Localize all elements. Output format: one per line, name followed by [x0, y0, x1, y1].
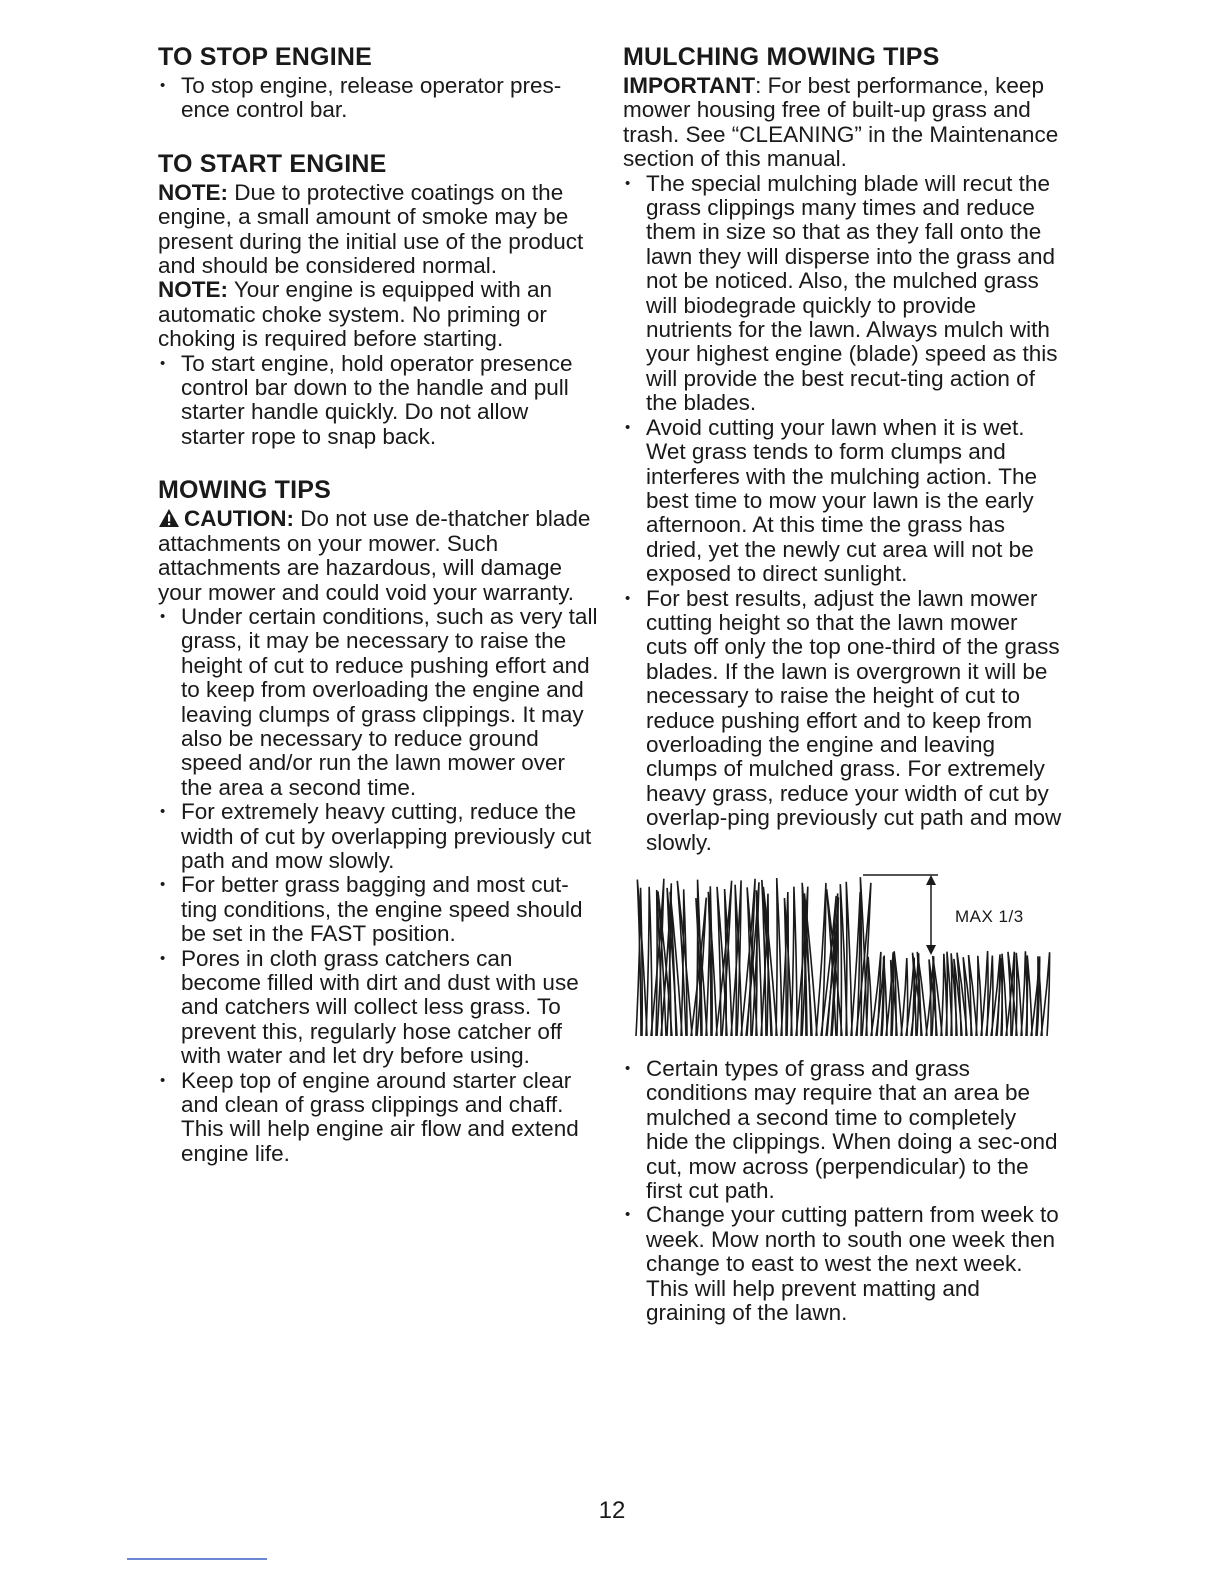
- grass-blade: [894, 951, 902, 1036]
- grass-blade: [871, 952, 881, 1036]
- grass-blade: [846, 882, 852, 1036]
- caution-label: CAUTION:: [184, 506, 294, 532]
- grass-height-figure: [633, 871, 1053, 1039]
- bottom-rule: [127, 1558, 267, 1560]
- mowing-tips-list: [158, 605, 598, 1166]
- list-item: • Certain types of grass and grass conditions may require that an area be mulched a second time to completely hide the clippings. When doing a sec-ond cut, mow across (perpendicular) to the first cut path.: [623, 1057, 1063, 1203]
- note-label: NOTE:: [158, 277, 228, 303]
- start-engine-note-2: [158, 278, 598, 351]
- list-item: • For extremely heavy cutting, reduce the width of cut by overlapping previously cut path and mow slowly.: [158, 800, 598, 873]
- left-column: [158, 42, 598, 1166]
- list-item: • Under certain conditions, such as very tall grass, it may be necessary to raise the height of cut to reduce pushing effort and to keep from overloading the engine and leaving clumps of grass clippings. It may also be necessary to reduce ground speed and/or run the lawn mower over the area a second time.: [158, 605, 598, 800]
- caution-text: Do not use de-thatcher blade attachments on your mower. Such attachments are hazardous, will damage your mower and could void your warranty.: [158, 506, 591, 605]
- important-text: : For best performance, keep mower housing free of built-up grass and trash. See “CLEANING” in the Maintenance section of this manual.: [623, 73, 1059, 172]
- mulching-tips-section: [623, 42, 1063, 1325]
- mulching-tips-list-continued: [623, 1057, 1063, 1325]
- short-grass-blades: [866, 951, 1050, 1036]
- page-number: 12: [598, 1497, 626, 1524]
- note-text: Due to protective coatings on the engine, a small amount of smoke may be present during the initial use of the product and should be considered normal.: [158, 179, 584, 279]
- arrow-up-icon: [926, 875, 936, 885]
- max-height-label: MAX 1/3: [955, 907, 1024, 926]
- grass-blade: [976, 956, 982, 1036]
- list-item: • Change your cutting pattern from week to week. Mow north to south one week then change to east to west the next week. This will help prevent matting and graining of the lawn.: [623, 1203, 1063, 1325]
- mowing-tips-heading: MOWING TIPS: [158, 476, 332, 505]
- list-item: • Keep top of engine around starter clear and clean of grass clippings and chaff. This will help engine air flow and extend engine life.: [158, 1069, 598, 1167]
- grass-blade: [756, 890, 762, 1036]
- list-item: • To start engine, hold operator presence control bar down to the handle and pull starter handle quickly. Do not allow starter rope to snap back.: [158, 352, 598, 450]
- start-engine-note-1: [158, 181, 598, 279]
- list-item: • For better grass bagging and most cut-ting conditions, the engine speed should be set in the FAST position.: [158, 873, 598, 946]
- mulching-tips-list: [623, 172, 1063, 855]
- grass-blade: [1026, 955, 1032, 1036]
- list-item: • For best results, adjust the lawn mower cutting height so that the lawn mower cuts off only the top one-third of the grass blades. If the lawn is overgrown it will be necessary to raise the height of cut to reduce pushing effort and to keep from overloading the engine and leaving clumps of mulched grass. For extremely heavy grass, reduce your width of cut by overlap-ping previously cut path and mow slowly.: [623, 587, 1063, 855]
- note-label: NOTE:: [158, 179, 228, 205]
- right-column: [623, 42, 1063, 1325]
- grass-blade: [1001, 954, 1007, 1036]
- grass-blade: [791, 887, 797, 1036]
- arrow-down-icon: [926, 945, 936, 955]
- list-item: • Pores in cloth grass catchers can become filled with dirt and dust with use and catchers will collect less grass. To prevent this, regularly hose catcher off with water and let dry before using.: [158, 947, 598, 1069]
- mowing-tips-section: [158, 475, 598, 1166]
- start-engine-section: [158, 149, 598, 449]
- stop-engine-section: [158, 42, 598, 123]
- important-paragraph: [623, 74, 1063, 172]
- grass-blade: [1041, 952, 1050, 1036]
- grass-blade: [969, 955, 977, 1036]
- list-item: • The special mulching blade will recut the grass clippings many times and reduce them in size so that as they fall onto the lawn they will disperse into the grass and not be noticed. Also, the mulched grass will biodegrade quickly to provide nutrients for the lawn. Always mulch with your highest engine (blade) speed as this will provide the best recut-ting action of the blades.: [623, 172, 1063, 416]
- list-item: • Avoid cutting your lawn when it is wet. Wet grass tends to form clumps and interferes with the mulching action. The best time to mow your lawn is the early afternoon. At this time the grass has dried, yet the newly cut area will not be exposed to direct sunlight.: [623, 416, 1063, 587]
- caution-paragraph: [158, 507, 598, 605]
- tall-grass-blades: [636, 877, 871, 1036]
- list-item: • To stop engine, release operator pres-ence control bar.: [158, 74, 598, 123]
- stop-engine-list: [158, 74, 598, 123]
- grass-illustration: [633, 871, 1053, 1039]
- grass-blade: [776, 878, 782, 1036]
- grass-blade: [901, 958, 908, 1036]
- mulching-tips-heading: MULCHING MOWING TIPS: [623, 43, 940, 71]
- grass-blade: [646, 887, 652, 1036]
- important-label: IMPORTANT: [623, 73, 756, 98]
- start-engine-list: [158, 352, 598, 450]
- warning-triangle-icon: [158, 508, 180, 528]
- note-text: Your engine is equipped with an automatic choke system. No priming or choking is required before starting.: [158, 277, 553, 352]
- stop-engine-heading: TO STOP ENGINE: [158, 43, 372, 71]
- grass-blade: [1016, 953, 1022, 1036]
- start-engine-heading: TO START ENGINE: [158, 149, 387, 178]
